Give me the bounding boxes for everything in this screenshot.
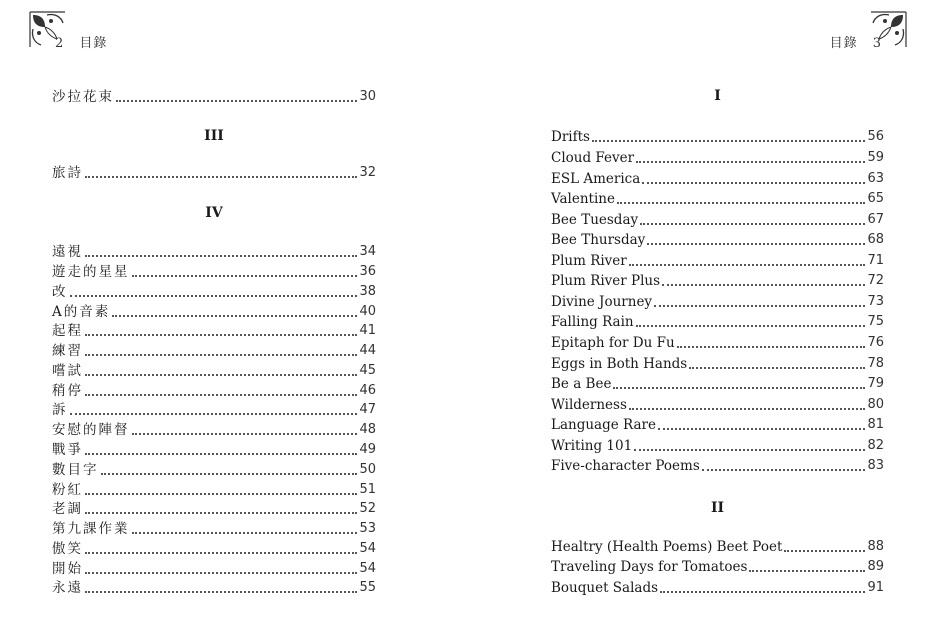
toc-entry-title: 旅詩	[52, 165, 83, 181]
toc-entry[interactable]	[52, 540, 376, 558]
toc-entry[interactable]	[52, 401, 376, 419]
section-heading: II	[710, 500, 725, 516]
dot-leader	[85, 373, 357, 376]
toc-entry-page: 78	[867, 356, 884, 371]
toc-entry-page: 76	[867, 335, 884, 350]
toc-entry-page: 79	[867, 376, 884, 391]
toc-entry-page: 48	[359, 422, 376, 437]
toc-entry-title: 嚐試	[52, 363, 83, 379]
header-title: 目錄	[79, 36, 108, 51]
section-heading: I	[714, 88, 721, 104]
dot-leader	[85, 452, 357, 455]
toc-entry-page: 80	[867, 397, 884, 412]
toc-entry-page: 89	[867, 559, 884, 574]
dot-leader	[85, 333, 357, 336]
toc-entry[interactable]	[551, 396, 884, 414]
toc-entry-title: Bee Tuesday	[551, 212, 639, 228]
toc-entry[interactable]	[551, 252, 884, 270]
toc-entry-page: 71	[867, 253, 884, 268]
toc-entry-title: Be a Bee	[551, 376, 612, 392]
toc-entry-title: Eggs in Both Hands	[551, 356, 688, 372]
toc-entry-title: Plum River Plus	[551, 273, 661, 289]
toc-entry[interactable]	[52, 263, 376, 281]
toc-entry[interactable]	[551, 313, 884, 331]
toc-entry-page: 63	[867, 171, 884, 186]
toc-entry-title: 老調	[52, 501, 83, 517]
toc-entry-page: 55	[359, 580, 376, 595]
dot-leader	[85, 175, 357, 178]
toc-entry[interactable]	[551, 457, 884, 475]
dot-leader	[101, 472, 358, 475]
toc-entry-page: 81	[867, 417, 884, 432]
toc-entry[interactable]	[52, 481, 376, 499]
toc-entry[interactable]	[551, 375, 884, 393]
toc-entry-title: 遊走的星星	[52, 264, 130, 280]
toc-entry-title: Cloud Fever	[551, 150, 635, 166]
dot-leader	[749, 569, 865, 572]
toc-entry-title: 第九課作業	[52, 521, 130, 537]
toc-entry[interactable]	[551, 538, 884, 556]
dot-leader	[658, 427, 865, 430]
toc-entry-title: 數目字	[52, 462, 99, 478]
toc-entry-title: A的音素	[52, 304, 111, 320]
dot-leader	[85, 571, 357, 574]
toc-entry[interactable]	[52, 441, 376, 459]
toc-entry-page: 54	[359, 561, 376, 576]
toc-entry-page: 75	[867, 314, 884, 329]
toc-entry-page: 67	[867, 212, 884, 227]
toc-entry-title: Bee Thursday	[551, 232, 646, 248]
toc-entry-page: 49	[359, 442, 376, 457]
toc-entry-title: Divine Journey	[551, 294, 653, 310]
dot-leader	[617, 201, 865, 204]
toc-entry-title: 稍停	[52, 383, 83, 399]
toc-entry-page: 83	[867, 458, 884, 473]
dot-leader	[629, 407, 866, 410]
toc-entry[interactable]	[551, 170, 884, 188]
toc-entry-title: 安慰的陣督	[52, 422, 130, 438]
toc-entry-title: Five-character Poems	[551, 458, 700, 474]
dot-leader	[70, 294, 358, 297]
dot-leader	[634, 448, 865, 451]
toc-entry[interactable]	[52, 520, 376, 538]
toc-entry-page: 51	[359, 482, 376, 497]
toc-entry[interactable]	[551, 437, 884, 455]
toc-entry-page: 50	[359, 462, 376, 477]
toc-entry[interactable]	[52, 500, 376, 518]
toc-entry-title: Language Rare	[551, 417, 656, 433]
toc-entry-page: 82	[867, 438, 884, 453]
dot-leader	[85, 511, 357, 514]
toc-entry-page: 45	[359, 363, 376, 378]
page-header	[825, 32, 887, 51]
toc-entry[interactable]	[52, 88, 376, 106]
toc-entry-title: Writing 101	[551, 438, 633, 454]
toc-entry[interactable]	[52, 283, 376, 301]
toc-entry[interactable]	[52, 164, 376, 182]
toc-entry[interactable]	[52, 421, 376, 439]
left-page	[0, 0, 463, 643]
toc-entry-title: Healtry (Health Poems) Beet Poet	[551, 539, 783, 555]
dot-leader	[677, 345, 866, 348]
dot-leader	[784, 549, 865, 552]
toc-entry-page: 32	[359, 165, 376, 180]
toc-entry-title: Plum River	[551, 253, 627, 269]
toc-entry-title: 粉紅	[52, 482, 83, 498]
dot-leader	[85, 492, 357, 495]
dot-leader	[662, 283, 865, 286]
dot-leader	[660, 590, 865, 593]
toc-entry-page: 59	[867, 150, 884, 165]
dot-leader	[116, 99, 357, 102]
toc-entry[interactable]	[52, 382, 376, 400]
dot-leader	[613, 386, 865, 389]
toc-entry-title: Epitaph for Du Fu	[551, 335, 675, 351]
dot-leader	[642, 181, 865, 184]
toc-entry[interactable]	[551, 355, 884, 373]
toc-entry-title: 開始	[52, 561, 83, 577]
dot-leader	[647, 242, 865, 245]
toc-entry-page: 40	[359, 304, 376, 319]
toc-entry[interactable]	[551, 334, 884, 352]
toc-entry-page: 34	[359, 244, 376, 259]
toc-entry[interactable]	[52, 342, 376, 360]
toc-entry-title: 永遠	[52, 580, 83, 596]
toc-entry-page: 30	[359, 89, 376, 104]
dot-leader	[85, 353, 357, 356]
toc-entry[interactable]	[551, 149, 884, 167]
toc-entry-title: Valentine	[551, 191, 615, 207]
page-number: 3	[872, 36, 882, 51]
toc-entry-page: 41	[359, 323, 376, 338]
dot-leader	[112, 314, 357, 317]
toc-entry-title: Falling Rain	[551, 314, 634, 330]
dot-leader	[636, 160, 865, 163]
toc-entry-page: 72	[867, 273, 884, 288]
page-number: 2	[55, 36, 65, 51]
toc-entry[interactable]	[551, 272, 884, 290]
toc-entry-title: 戰爭	[52, 442, 83, 458]
toc-entry-page: 68	[867, 232, 884, 247]
toc-entry-title: 訴	[52, 402, 68, 418]
toc-entry-title: Traveling Days for Tomatoes	[551, 559, 748, 575]
toc-entry[interactable]	[52, 362, 376, 380]
toc-entry[interactable]	[551, 293, 884, 311]
dot-leader	[85, 254, 357, 257]
toc-entry[interactable]	[551, 579, 884, 597]
toc-entry[interactable]	[551, 231, 884, 249]
dot-leader	[629, 263, 866, 266]
dot-leader	[702, 468, 866, 471]
toc-entry-title: Wilderness	[551, 397, 627, 413]
dot-leader	[132, 274, 358, 277]
toc-entry-page: 54	[359, 541, 376, 556]
dot-leader	[689, 366, 865, 369]
dot-leader	[636, 324, 866, 327]
toc-entry-page: 44	[359, 343, 376, 358]
toc-entry-page: 56	[867, 129, 884, 144]
toc-entry-title: 改	[52, 284, 68, 300]
toc-entry-page: 73	[867, 294, 884, 309]
dot-leader	[640, 222, 865, 225]
toc-entry-title: Drifts	[551, 129, 590, 145]
toc-entry[interactable]	[551, 128, 884, 146]
dot-leader	[654, 304, 865, 307]
dot-leader	[85, 393, 357, 396]
toc-entry-page: 65	[867, 191, 884, 206]
toc-entry-title: 起程	[52, 323, 83, 339]
page-header	[50, 32, 112, 51]
right-page	[464, 0, 927, 643]
toc-entry-page: 91	[867, 580, 884, 595]
toc-entry-title: 練習	[52, 343, 83, 359]
toc-entry-page: 38	[359, 284, 376, 299]
toc-entry-page: 52	[359, 501, 376, 516]
dot-leader	[132, 531, 358, 534]
toc-entry-page: 47	[359, 402, 376, 417]
toc-entry[interactable]	[52, 579, 376, 597]
toc-entry[interactable]	[551, 190, 884, 208]
toc-entry-page: 53	[359, 521, 376, 536]
dot-leader	[85, 590, 357, 593]
toc-entry-page: 36	[359, 264, 376, 279]
header-title: 目錄	[829, 36, 858, 51]
toc-entry[interactable]	[551, 558, 884, 576]
section-heading: III	[204, 128, 224, 144]
section-heading: IV	[205, 205, 223, 221]
dot-leader	[592, 139, 866, 142]
toc-entry-page: 46	[359, 383, 376, 398]
toc-entry-title: ESL America	[551, 171, 641, 187]
toc-entry[interactable]	[52, 303, 376, 321]
toc-entry-title: 傲笑	[52, 541, 83, 557]
toc-entry-title: 遠視	[52, 244, 83, 260]
toc-entry[interactable]	[551, 416, 884, 434]
toc-entry-title: 沙拉花束	[52, 89, 114, 105]
dot-leader	[70, 412, 358, 415]
toc-entry[interactable]	[551, 211, 884, 229]
toc-entry[interactable]	[52, 560, 376, 578]
dot-leader	[132, 432, 358, 435]
dot-leader	[85, 551, 357, 554]
toc-entry-page: 88	[867, 539, 884, 554]
toc-entry[interactable]	[52, 461, 376, 479]
toc-entry-title: Bouquet Salads	[551, 580, 659, 596]
toc-entry[interactable]	[52, 243, 376, 261]
toc-entry[interactable]	[52, 322, 376, 340]
